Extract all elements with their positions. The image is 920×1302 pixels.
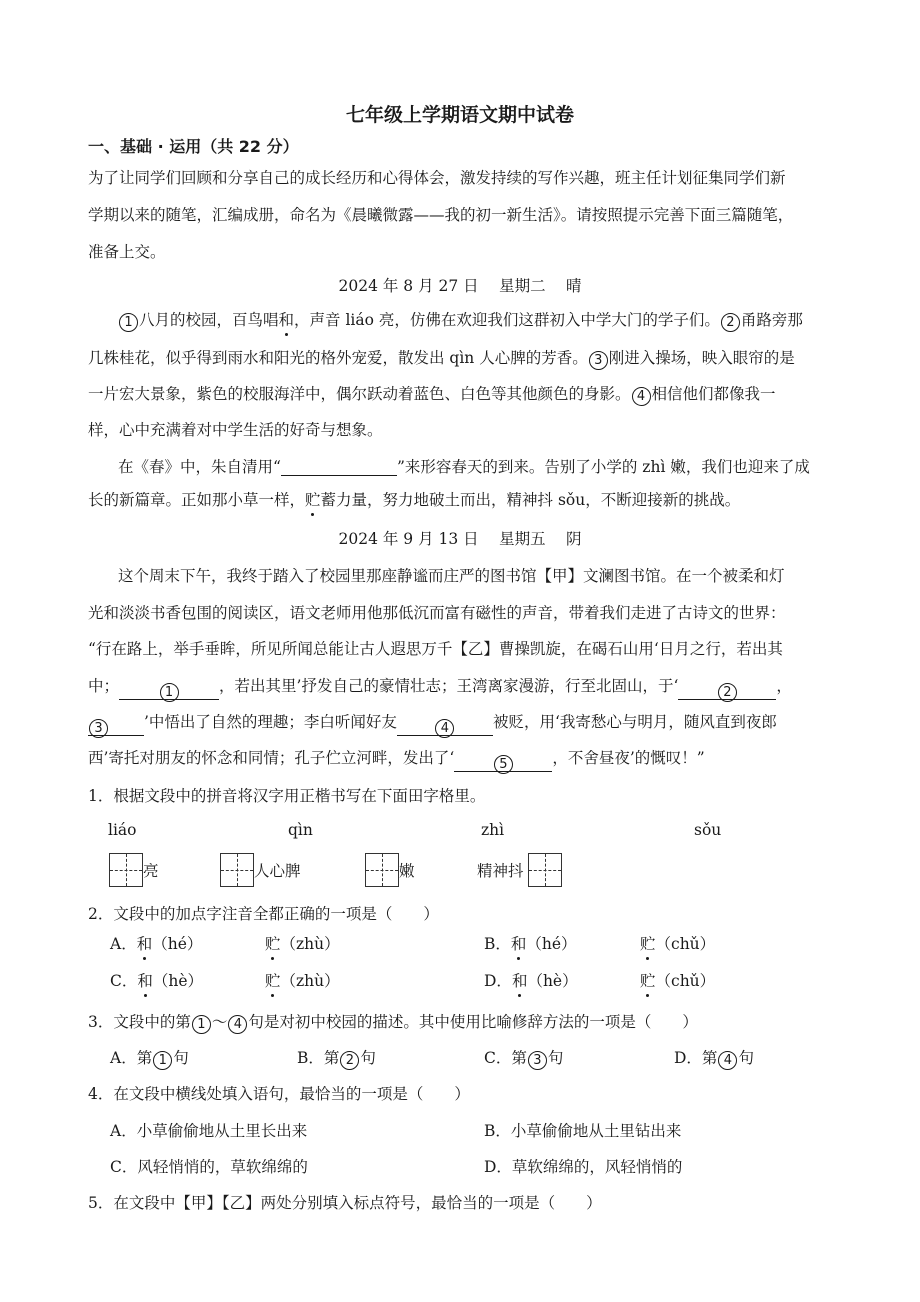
option-label: B． [484, 935, 511, 953]
option-b[interactable] [297, 1048, 376, 1070]
option-c-part2 [265, 971, 340, 991]
fill-blank-2[interactable] [678, 680, 776, 700]
dotted-char: 贮 [640, 972, 656, 990]
text: ， [776, 677, 792, 695]
pinyin-label: zhì [481, 821, 505, 839]
text: （hè） [152, 972, 204, 990]
text: ”来形容春天的到来。告别了小学的 zhì 嫩，我们也迎来了成 [396, 458, 810, 476]
text: 长的新篇章。正如那小草一样， [88, 491, 306, 509]
option-label: A．第 [110, 1049, 153, 1067]
grid-suffix: 嫩 [399, 862, 415, 880]
text: （hè） [527, 972, 578, 990]
text: ，声音 liáo 亮，仿佛在欢迎我们这群初入中学大门的学子们。 [294, 311, 720, 329]
paragraph-line [118, 310, 803, 332]
question-1-stem: 1．根据文段中的拼音将汉字用正楷书写在下面田字格里。 [88, 787, 486, 805]
text: 句 [547, 1049, 564, 1067]
option-a[interactable] [110, 1048, 189, 1070]
circled-number: 3 [589, 351, 608, 370]
fill-blank-5[interactable] [454, 752, 552, 772]
text: （hé） [152, 935, 203, 953]
text: 句 [360, 1049, 376, 1067]
option-b[interactable]: B．小草偷偷地从土里钻出来 [484, 1122, 682, 1140]
text: 在《春》中，朱自清用“ [118, 458, 281, 476]
text: 一片宏大景象，紫色的校服海洋中，偶尔跃动着蓝色、白色等其他颜色的身影。 [88, 385, 631, 403]
grid-suffix: 人心脾 [254, 862, 301, 880]
option-c[interactable] [484, 1048, 563, 1070]
option-a[interactable] [110, 934, 202, 954]
option-label: A． [110, 935, 137, 953]
paragraph-line [88, 348, 795, 370]
fill-blank-3[interactable] [88, 716, 144, 736]
dotted-char: 贮 [305, 491, 321, 509]
character-grid-box[interactable] [365, 853, 399, 887]
option-d[interactable] [674, 1048, 754, 1070]
dotted-char: 和 [136, 935, 153, 953]
dotted-char: 和 [510, 935, 527, 953]
option-c[interactable] [110, 971, 203, 991]
text: 刚进入操场，映入眼帘的是 [608, 349, 795, 367]
text: 八月的校园，百鸟唱 [139, 311, 279, 329]
dotted-char: 和 [137, 972, 153, 990]
text: 西’寄托对朋友的怀念和同情；孔子伫立河畔，发出了‘ [88, 749, 455, 767]
option-label: B．第 [297, 1049, 340, 1067]
circled-number: 4 [632, 387, 651, 406]
circled-number: 2 [340, 1051, 359, 1070]
dotted-char: 和 [278, 311, 295, 329]
text: 句 [738, 1049, 754, 1067]
question-5-stem: 5．在文段中【甲】【乙】两处分别填入标点符号，最恰当的一项是（ ） [88, 1194, 602, 1212]
text: ，不舍昼夜’的慨叹！” [552, 749, 705, 767]
dotted-char: 和 [511, 972, 528, 990]
text: ～ [211, 1013, 228, 1031]
dotted-char: 贮 [640, 935, 656, 953]
fill-blank-1[interactable] [119, 680, 219, 700]
circled-number: 1 [153, 1051, 172, 1070]
grid-suffix: 亮 [143, 862, 159, 880]
circled-number: 4 [228, 1015, 247, 1034]
question-2-stem: 2．文段中的加点字注音全都正确的一项是（ ） [88, 905, 439, 923]
circled-number: 1 [160, 683, 179, 702]
fill-blank[interactable] [281, 456, 397, 476]
intro-line: 准备上交。 [88, 243, 166, 261]
intro-line: 学期以来的随笔，汇编成册，命名为《晨曦微露——我的初一新生活》。请按照提示完善下面三篇随笔， [88, 206, 794, 224]
circled-number: 2 [718, 683, 737, 702]
text: ’中悟出了自然的理趣；李白听闻好友 [144, 713, 397, 731]
circled-number: 1 [192, 1015, 211, 1034]
dotted-char: 贮 [265, 972, 281, 990]
option-label: C． [110, 972, 138, 990]
entry-date: 2024 年 9 月 13 日 星期五 阴 [338, 530, 582, 548]
text: 几株桂花，似乎得到雨水和阳光的格外宠爱，散发出 qìn 人心脾的芳香。 [88, 349, 588, 367]
circled-number: 4 [718, 1051, 737, 1070]
text: 句是对初中校园的描述。其中使用比喻修辞方法的一项是（ ） [248, 1013, 698, 1031]
paragraph-line: 这个周末下午，我终于踏入了校园里那座静谧而庄严的图书馆【甲】文澜图书馆。在一个被柔和灯 [118, 567, 785, 585]
text: 甬路旁那 [740, 311, 803, 329]
paragraph-line: 光和淡淡书香包围的阅读区，语文老师用他那低沉而富有磁性的声音，带着我们走进了古诗文的世界： [88, 604, 786, 622]
circled-number: 3 [89, 719, 108, 738]
paragraph-line [88, 384, 776, 406]
paragraph-line [88, 676, 792, 700]
text: 句 [173, 1049, 189, 1067]
fill-blank-4[interactable] [397, 716, 493, 736]
grid-prefix: 精神抖 [477, 862, 524, 880]
section-heading: 一、基础 · 运用（共 22 分） [88, 137, 299, 156]
paragraph-line: “行在路上，举手垂眸，所见所闻总能让古人遐思万千【乙】曹操凯旋，在碣石山用‘日月之行，若出其 [88, 640, 783, 658]
dotted-char: 贮 [265, 935, 281, 953]
pinyin-label: liáo [108, 821, 137, 839]
paragraph-line [88, 712, 777, 736]
character-grid-box[interactable] [220, 853, 254, 887]
circled-number: 3 [528, 1051, 547, 1070]
option-d[interactable]: D．草软绵绵的，风轻悄悄的 [484, 1158, 683, 1176]
text: （chǔ） [655, 935, 716, 953]
text: （chǔ） [655, 972, 716, 990]
text: 相信他们都像我一 [651, 385, 776, 403]
text: 中； [88, 677, 120, 695]
circled-number: 2 [721, 313, 740, 332]
option-d[interactable] [484, 971, 578, 991]
character-grid-box[interactable] [109, 853, 143, 887]
intro-line: 为了让同学们回顾和分享自己的成长经历和心得体会，激发持续的写作兴趣，班主任计划征集同学们新 [88, 169, 786, 187]
circled-number: 1 [119, 313, 138, 332]
pinyin-label: qìn [288, 821, 313, 839]
option-c[interactable]: C．风轻悄悄的，草软绵绵的 [110, 1158, 308, 1176]
option-b-part2 [640, 934, 715, 954]
text: ，若出其里’抒发自己的豪情壮志；王湾离家漫游，行至北固山，于‘ [219, 677, 679, 695]
page-title: 七年级上学期语文期中试卷 [345, 104, 574, 126]
text: （zhù） [280, 935, 340, 953]
option-d-part2 [640, 971, 715, 991]
paragraph-line [118, 456, 810, 477]
option-label: C．第 [484, 1049, 527, 1067]
text: 蓄力量，努力地破土而出，精神抖 sǒu，不断迎接新的挑战。 [320, 491, 741, 509]
option-label: D．第 [674, 1049, 718, 1067]
text: 3．文段中的第 [88, 1013, 191, 1031]
pinyin-label: sǒu [694, 821, 722, 839]
entry-date: 2024 年 8 月 27 日 星期二 晴 [338, 277, 582, 295]
character-grid-box[interactable] [528, 853, 562, 887]
circled-number: 5 [494, 755, 513, 774]
text: （zhù） [280, 972, 340, 990]
question-4-stem: 4．在文段中横线处填入语句，最恰当的一项是（ ） [88, 1085, 470, 1103]
paragraph-line [88, 490, 740, 510]
paragraph-line: 样，心中充满着对中学生活的好奇与想象。 [88, 421, 383, 439]
option-a-part2 [265, 934, 340, 954]
option-label: D． [484, 972, 512, 990]
question-3-stem [88, 1012, 698, 1034]
option-a[interactable]: A．小草偷偷地从土里长出来 [110, 1122, 308, 1140]
text: 被贬，用‘我寄愁心与明月，随风直到夜郎 [492, 713, 777, 731]
option-b[interactable] [484, 934, 577, 954]
paragraph-line [88, 748, 705, 772]
text: （hé） [526, 935, 577, 953]
circled-number: 4 [435, 719, 454, 738]
